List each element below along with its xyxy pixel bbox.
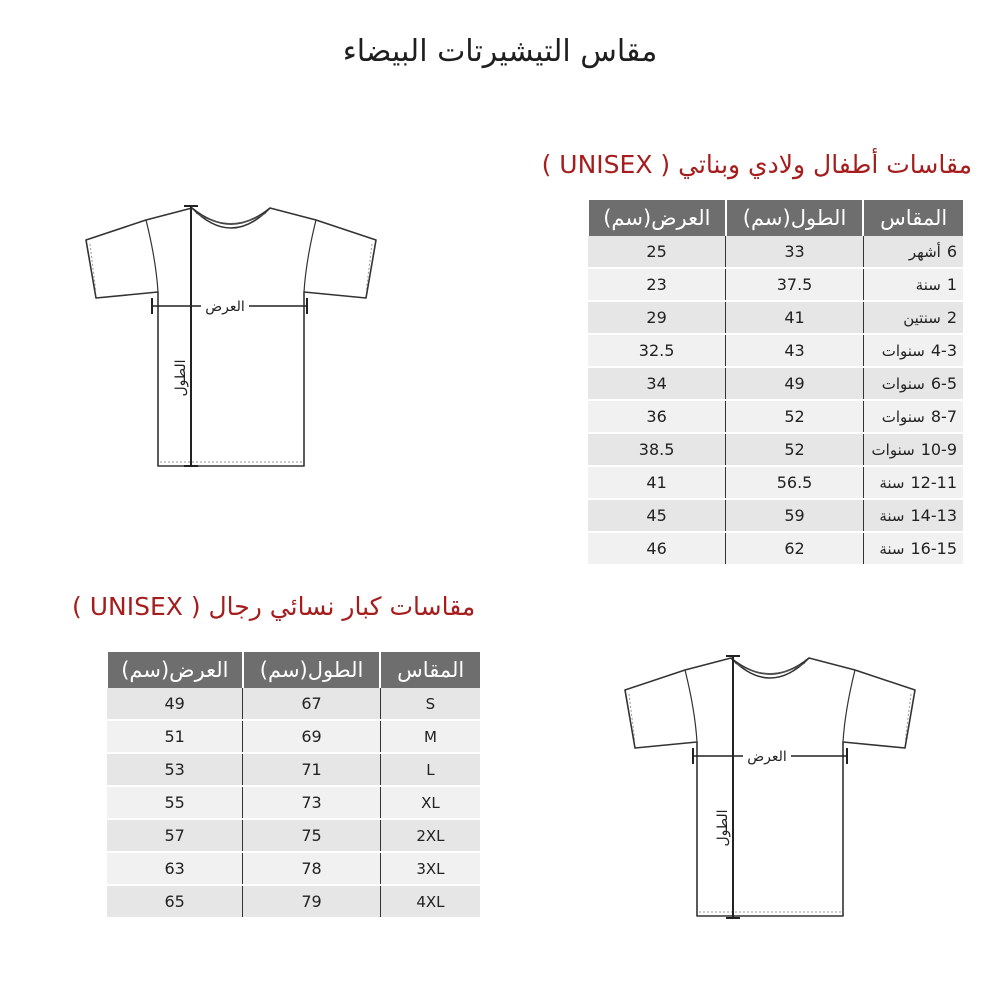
size-unit: سنتين (903, 309, 941, 327)
width-cell: 38.5 (588, 433, 726, 466)
length-cell: 37.5 (726, 268, 864, 301)
table-row (107, 753, 480, 786)
table-row (588, 400, 963, 433)
size-number: 6 (946, 242, 957, 261)
size-cell: 3XL (380, 852, 480, 885)
size-unit: سنوات (881, 342, 925, 360)
size-cell: M (380, 720, 480, 753)
size-cell: S (380, 688, 480, 720)
size-unit: سنة (879, 474, 905, 492)
table-row (107, 819, 480, 852)
size-unit: أشهر (908, 243, 941, 261)
table-row (107, 786, 480, 819)
width-cell: 41 (588, 466, 726, 499)
length-label: الطول (715, 809, 731, 847)
width-cell: 46 (588, 532, 726, 565)
size-cell (863, 268, 963, 301)
width-cell: 36 (588, 400, 726, 433)
shirt-outline (86, 208, 376, 466)
width-cell: 25 (588, 236, 726, 268)
table-row (588, 268, 963, 301)
width-column-header: العرض(سم) (107, 652, 243, 688)
width-cell: 65 (107, 885, 243, 918)
size-cell: L (380, 753, 480, 786)
size-number: 1 (946, 275, 957, 294)
size-number: 6-5 (930, 374, 957, 393)
size-unit: سنوات (871, 441, 915, 459)
tshirt-measurement-diagram (615, 650, 925, 922)
length-cell: 79 (243, 885, 381, 918)
size-number: 10-9 (920, 440, 957, 459)
table-row (588, 367, 963, 400)
width-cell: 23 (588, 268, 726, 301)
size-cell: XL (380, 786, 480, 819)
width-cell: 57 (107, 819, 243, 852)
table-header-row (588, 200, 963, 236)
length-cell: 67 (243, 688, 381, 720)
kids-size-table (587, 200, 963, 566)
width-cell: 53 (107, 753, 243, 786)
size-number: 16-15 (910, 539, 957, 558)
kids-table-body (588, 236, 963, 565)
length-column-header: الطول(سم) (726, 200, 864, 236)
tshirt-measurement-diagram (76, 200, 386, 472)
adults-section-title: مقاسات كبار نسائي رجال ( UNISEX ) (72, 592, 476, 621)
size-cell (863, 400, 963, 433)
kids-section-title: مقاسات أطفال ولادي وبناتي ( UNISEX ) (541, 150, 972, 179)
size-unit: سنوات (881, 375, 925, 393)
length-cell: 73 (243, 786, 381, 819)
size-column-header: المقاس (380, 652, 480, 688)
width-cell: 63 (107, 852, 243, 885)
size-unit: سنة (915, 276, 941, 294)
width-label: العرض (747, 749, 787, 765)
length-cell: 41 (726, 301, 864, 334)
table-row (588, 301, 963, 334)
length-cell: 49 (726, 367, 864, 400)
table-row (588, 466, 963, 499)
width-cell: 34 (588, 367, 726, 400)
size-cell (863, 466, 963, 499)
size-unit: سنة (879, 540, 905, 558)
width-cell: 32.5 (588, 334, 726, 367)
shirt-outline (625, 658, 915, 916)
size-cell (863, 236, 963, 268)
size-cell (863, 499, 963, 532)
size-cell (863, 532, 963, 565)
page-title: مقاس التيشيرتات البيضاء (342, 34, 658, 69)
size-unit: سنوات (881, 408, 925, 426)
table-row (107, 688, 480, 720)
width-cell: 51 (107, 720, 243, 753)
table-row (588, 499, 963, 532)
length-cell: 71 (243, 753, 381, 786)
size-cell (863, 334, 963, 367)
size-number: 2 (946, 308, 957, 327)
width-cell: 45 (588, 499, 726, 532)
table-row (588, 433, 963, 466)
table-header-row (107, 652, 480, 688)
size-cell (863, 301, 963, 334)
size-number: 8-7 (930, 407, 957, 426)
length-cell: 52 (726, 400, 864, 433)
size-column-header: المقاس (863, 200, 963, 236)
size-cell (863, 433, 963, 466)
size-number: 12-11 (910, 473, 957, 492)
table-row (107, 852, 480, 885)
table-row (588, 236, 963, 268)
width-column-header: العرض(سم) (588, 200, 726, 236)
table-row (588, 532, 963, 565)
length-cell: 52 (726, 433, 864, 466)
length-cell: 43 (726, 334, 864, 367)
size-cell (863, 367, 963, 400)
size-cell: 2XL (380, 819, 480, 852)
length-cell: 69 (243, 720, 381, 753)
adults-size-table (106, 652, 480, 919)
length-cell: 33 (726, 236, 864, 268)
adults-table-body (107, 688, 480, 918)
width-label: العرض (205, 299, 245, 315)
size-number: 4-3 (930, 341, 957, 360)
size-unit: سنة (879, 507, 905, 525)
length-label: الطول (173, 359, 189, 397)
width-cell: 49 (107, 688, 243, 720)
length-column-header: الطول(سم) (243, 652, 381, 688)
tshirt-icon (615, 650, 925, 922)
table-row (107, 720, 480, 753)
table-row (588, 334, 963, 367)
tshirt-icon (76, 200, 386, 472)
length-cell: 56.5 (726, 466, 864, 499)
size-number: 14-13 (910, 506, 957, 525)
width-cell: 55 (107, 786, 243, 819)
table-row (107, 885, 480, 918)
length-cell: 75 (243, 819, 381, 852)
length-cell: 59 (726, 499, 864, 532)
size-cell: 4XL (380, 885, 480, 918)
length-cell: 62 (726, 532, 864, 565)
width-cell: 29 (588, 301, 726, 334)
length-cell: 78 (243, 852, 381, 885)
